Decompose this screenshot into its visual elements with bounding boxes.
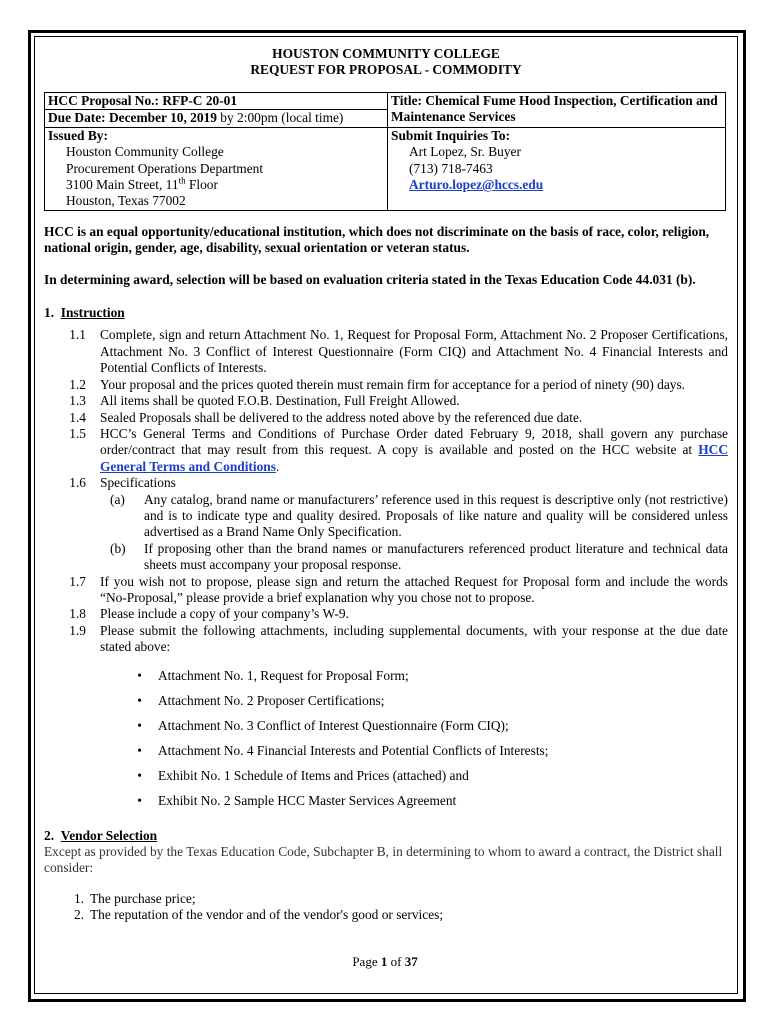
spec-b: (b) If proposing other than the brand names or manufacturers referenced product literature and technical data sheets must accompany your proposal response. (110, 540, 728, 573)
list-item: 1. The purchase price; (73, 890, 196, 906)
issuer-name: Houston Community College (66, 144, 224, 160)
issued-by-cell (45, 127, 388, 210)
college-name: HOUSTON COMMUNITY COLLEGE (272, 46, 500, 61)
contact-email-link[interactable]: Arturo.lopez@hccs.edu (409, 177, 544, 193)
due-time: by 2:00pm (local time) (216, 110, 344, 126)
proposal-info-table (44, 92, 726, 211)
attachment-item: • Exhibit No. 1 Schedule of Items and Prices (attached) and (137, 767, 469, 783)
page-footer: Page 1 of 37 (352, 954, 418, 969)
spec-a: (a) Any catalog, brand name or manufacturers’ reference used in this request is descriptive only (not restrictive) and is to indicate type and quality desired. Proposals of like nature and quality will be considered unless advertised as a Brand Name Only Specification. (110, 491, 728, 540)
attachment-item: • Attachment No. 2 Proposer Certifications; (137, 692, 385, 708)
contact-email-row (391, 177, 722, 193)
section-vendor-selection (44, 828, 728, 924)
list-item: 1.7 If you wish not to propose, please sign and return the attached Request for Proposal form and include the words “No-Proposal,” please provide a brief explanation why you chose not to propose. (69, 573, 728, 605)
document-title (44, 46, 728, 78)
attachment-item: • Attachment No. 3 Conflict of Interest Questionnaire (Form CIQ); (137, 717, 509, 733)
section-heading: 1. Instruction (44, 305, 125, 321)
issuer-street: 3100 Main Street, 11th Floor (66, 175, 218, 193)
inquiries-label: Submit Inquiries To: (391, 127, 511, 143)
attachment-list (44, 668, 728, 818)
attachment-item: • Attachment No. 4 Financial Interests and Potential Conflicts of Interests; (137, 742, 549, 758)
vendor-selection-intro: Except as provided by the Texas Education Code, Subchapter B, in determining to whom to award a contract, the District shall consider: (44, 844, 723, 876)
attachment-item: • Attachment No. 1, Request for Proposal Form; (137, 667, 409, 683)
list-item: 1.1 Complete, sign and return Attachment No. 1, Request for Proposal Form, Attachment No. 2 Proposer Certifications, Attachment No. 3 Conflict of Interest Questionnaire (Form CIQ) and Attachment No. 4 Financial Interests and Potential Conflicts of Interests. (69, 327, 728, 376)
inquiries-cell (388, 127, 726, 210)
contact-name: Art Lopez, Sr. Buyer (409, 144, 521, 160)
list-item: 1.6 Specifications (a) Any catalog, brand name or manufacturers’ reference used in this request is descriptive only (not restrictive) and is to indicate type and quality desired. Proposals of like nature and quality will be considered unless advertised as a Brand Name Only Specification. (b) If proposing other than the brand names or manufacturers referenced product literature and technical data sheets must accompany your proposal response. (69, 475, 728, 573)
document-body (44, 46, 728, 924)
proposal-title: Title: Chemical Fume Hood Inspection, Certification and Maintenance Services (388, 93, 726, 128)
issued-by-label: Issued By: (48, 127, 108, 143)
due-date: Due Date: December 10, 2019 (48, 110, 217, 126)
list-item: 1.9 Please submit the following attachments, including supplemental documents, with your response at the due date stated above: (69, 622, 728, 655)
contact-phone: (713) 718-7463 (409, 160, 493, 176)
award-statement: In determining award, selection will be based on evaluation criteria stated in the Texas Education Code 44.031 (b). (44, 271, 696, 287)
list-item: 2. The reputation of the vendor and of the vendor's good or services; (73, 907, 444, 923)
due-date-cell (45, 110, 388, 127)
list-item: 1.8 Please include a copy of your company’s W-9. (69, 606, 349, 622)
section-instruction (44, 305, 728, 818)
list-item: 1.3 All items shall be quoted F.O.B. Destination, Full Freight Allowed. (69, 393, 460, 409)
list-item: 1.2 Your proposal and the prices quoted therein must remain firm for acceptance for a period of ninety (90) days. (69, 376, 686, 392)
consideration-list (44, 891, 728, 924)
attachment-item: • Exhibit No. 2 Sample HCC Master Services Agreement (137, 792, 457, 808)
section-heading: 2. Vendor Selection (44, 827, 158, 843)
list-item: 1.4 Sealed Proposals shall be delivered to the address noted above by the referenced due date. (69, 409, 583, 425)
proposal-number: HCC Proposal No.: RFP-C 20-01 (45, 93, 388, 110)
issuer-city: Houston, Texas 77002 (66, 193, 186, 209)
page-number: 1 (380, 954, 388, 969)
list-item: 1.5 HCC’s General Terms and Conditions of Purchase Order dated February 9, 2018, shall govern any purchase order/contract that may result from this request. A copy is available and posted on the HCC website at HCC General Terms and Conditions. (69, 425, 728, 474)
issuer-department: Procurement Operations Department (66, 160, 264, 176)
page-total: 37 (404, 954, 418, 969)
rfp-type: REQUEST FOR PROPOSAL - COMMODITY (250, 62, 522, 77)
equal-opportunity-statement: HCC is an equal opportunity/educational institution, which does not discriminate on the basis of race, color, religion, national origin, gender, age, disability, sexual orientation or veteran status. (44, 223, 710, 256)
terms-conditions-link[interactable]: HCC General Terms and Conditions (100, 442, 728, 474)
